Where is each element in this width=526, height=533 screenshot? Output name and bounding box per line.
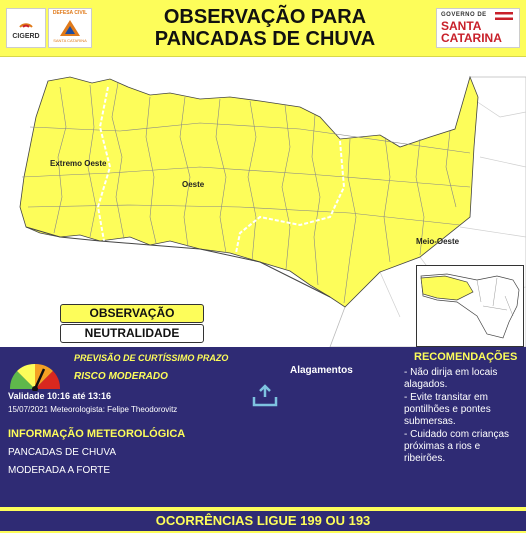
recommendation-item: - Evite transitar em pontilhões e pontes submersas. [404,392,491,427]
government-logo [436,8,520,48]
alert-panel [0,347,526,507]
risk-level: RISCO MODERADO [74,371,168,382]
hazard-label: Alagamentos [290,365,353,376]
region-label-extremo-oeste: Extremo Oeste [50,159,107,168]
recommendations-list [404,367,522,466]
defesa-civil-triangle-icon [59,19,81,37]
government-label: GOVERNO DE [441,12,487,18]
state-locator-inset [416,265,524,347]
defesa-civil-label: DEFESA CIVIL [52,10,88,16]
emergency-numbers: OCORRÊNCIAS LIGUE 199 OU 193 [0,511,526,531]
region-label-meio-oeste: Meio-Oeste [416,237,460,246]
region-map [0,57,526,347]
title-line-1: OBSERVAÇÃO PARA [163,6,367,28]
forecast-type: PREVISÃO DE CURTÍSSIMO PRAZO [74,353,229,363]
header [0,0,526,57]
recommendation-item: - Não dirija em locais alagados. [404,367,498,390]
legend-observacao: OBSERVAÇÃO [60,304,204,323]
partner-logos [6,8,90,46]
flood-water-rising-icon [252,383,278,409]
flag-icon [495,12,513,20]
info-title: INFORMAÇÃO METEOROLÓGICA [8,428,186,440]
signal-waves-icon [17,13,35,31]
defesa-civil-logo [48,8,92,48]
date-meteorologist: 15/07/2021 Meteorologista: Felipe Theodorovitz [8,405,178,414]
cigerd-logo [6,8,46,48]
government-name-line-2: CATARINA [441,31,502,45]
recommendations-title: RECOMENDAÇÕES [414,351,518,363]
page-title [120,6,410,50]
footer [0,507,526,533]
info-line-2: MODERADA A FORTE [8,465,111,476]
legend-neutralidade: NEUTRALIDADE [60,324,204,343]
info-line-1: PANCADAS DE CHUVA [8,447,116,458]
government-name-line-1: SANTA [441,19,482,33]
title-line-2: PANCADAS DE CHUVA [154,28,376,50]
defesa-civil-subtitle: SANTA CATARINA [53,38,87,43]
region-label-oeste: Oeste [182,180,205,189]
state-locator-svg [417,266,523,346]
validity: Validade 10:16 até 13:16 [8,391,112,401]
cigerd-label: CIGERD [12,33,40,40]
recommendation-item: - Cuidado com crianças próximas a rios e ribeirões. [404,429,510,464]
risk-gauge-icon [6,355,64,391]
